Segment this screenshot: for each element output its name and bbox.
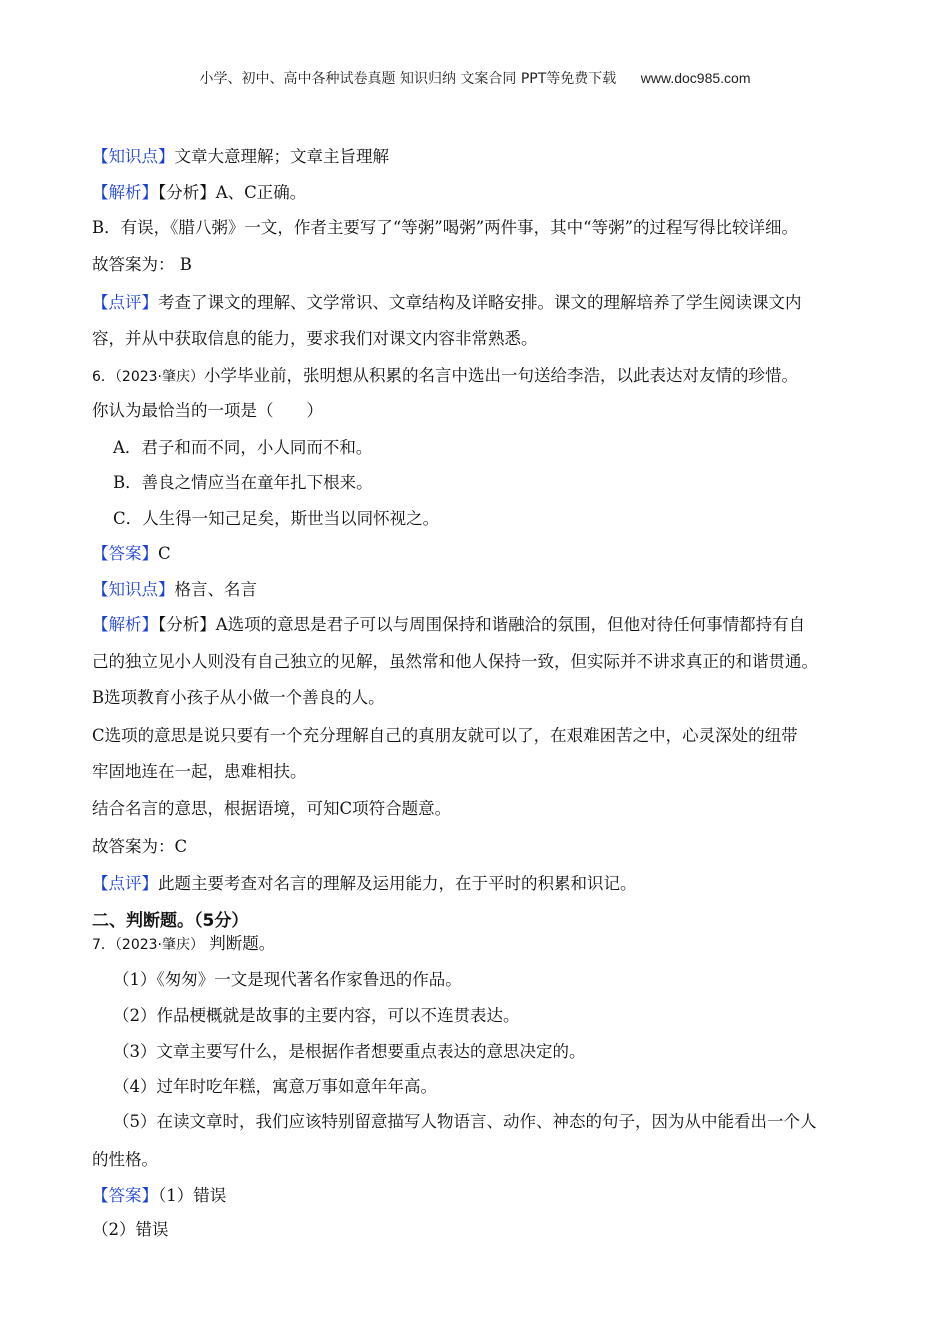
answer-tag: 【答案】 [92, 544, 158, 563]
q6-number: 6． [92, 369, 115, 385]
q6-comment-line [92, 872, 637, 896]
q7-item-5-cont: 的性格。 [92, 1150, 158, 1169]
q7-item-3: （3）文章主要写什么，是根据作者想要重点表达的意思决定的。 [113, 1042, 586, 1061]
header-text: 小学、初中、高中各种试卷真题 知识归纳 文案合同 PPT等免费下载 [199, 71, 617, 87]
comment-tag: 【点评】 [92, 874, 158, 893]
knowledge-text: 文章大意理解；文章主旨理解 [174, 147, 389, 166]
q5-answer-line: 故答案为： B [92, 255, 192, 274]
q7-stem-line [92, 932, 275, 957]
q6-answer-line: 故答案为：C [92, 837, 188, 856]
q7-item-2: （2）作品梗概就是故事的主要内容，可以不连贯表达。 [113, 1006, 520, 1025]
answer-tag: 【答案】 [92, 1186, 158, 1205]
q7-item-4: （4）过年时吃年糕，寓意万事如意年年高。 [113, 1077, 437, 1096]
q6-answer: C [158, 544, 171, 563]
q6-option-a: A．君子和而不同，小人同而不和。 [113, 438, 373, 457]
analysis-text: 【分析】A、C正确。 [158, 183, 307, 202]
q7-answer-line-2: （2）错误 [92, 1220, 169, 1239]
q6-analysis-line-6: 结合名言的意思，根据语境，可知C项符合题意。 [92, 799, 452, 818]
analysis-tag: 【解析】 [92, 183, 158, 202]
comment-tag: 【点评】 [92, 293, 158, 312]
q7-item-1: （1）《匆匆》一文是现代著名作家鲁迅的作品。 [113, 970, 462, 989]
q5-knowledge-line [92, 145, 389, 169]
header-site: www.doc985.com [640, 70, 751, 86]
q5-comment-line-1 [92, 291, 802, 315]
q6-answer-tag-line [92, 542, 171, 566]
page-header [0, 68, 950, 88]
knowledge-tag: 【知识点】 [92, 580, 175, 599]
q6-analysis-line-4: C选项的意思是说只要有一个充分理解自己的真朋友就可以了，在艰难困苦之中，心灵深处的纽带 [92, 726, 798, 745]
analysis-text-1: 【分析】A选项的意思是君子可以与周围保持和谐融洽的氛围，但他对待任何事情都持有自 [158, 615, 806, 634]
q7-item-5: （5）在读文章时，我们应该特别留意描写人物语言、动作、神态的句子，因为从中能看出一个人 [113, 1112, 817, 1131]
q6-stem-line-2: 你认为最恰当的一项是（ ） [92, 401, 323, 420]
q7-answer-1: （1）错误 [158, 1186, 227, 1205]
q6-option-c: C．人生得一知己足矣，斯世当以同怀视之。 [113, 509, 440, 528]
q6-analysis-line-1 [92, 613, 805, 637]
q5-analysis-line [92, 181, 306, 205]
q7-source: （2023·肇庆） [114, 937, 205, 953]
q5-comment-line-2: 容，并从中获取信息的能力，要求我们对课文内容非常熟悉。 [92, 329, 538, 348]
knowledge-tag: 【知识点】 [92, 147, 175, 166]
q6-analysis-line-3: B选项教育小孩子从小做一个善良的人。 [92, 688, 385, 707]
q6-source: （2023·肇庆） [114, 369, 205, 385]
section-heading: 二、判断题。（5分） [92, 911, 249, 931]
knowledge-text: 格言、名言 [174, 580, 257, 599]
q6-stem-line-1 [92, 364, 798, 389]
q6-stem-1: 小学毕业前，张明想从积累的名言中选出一句送给李浩，以此表达对友情的珍惜。 [204, 366, 799, 385]
analysis-tag: 【解析】 [92, 615, 158, 634]
comment-text-1: 考查了课文的理解、文学常识、文章结构及详略安排。课文的理解培养了学生阅读课文内 [158, 293, 802, 312]
q6-analysis-line-5: 牢固地连在一起，患难相扶。 [92, 762, 307, 781]
q7-stem: 判断题。 [204, 934, 276, 953]
comment-text: 此题主要考查对名言的理解及运用能力，在于平时的积累和识记。 [158, 874, 637, 893]
q6-option-b: B．善良之情应当在童年扎下根来。 [113, 473, 373, 492]
q7-number: 7． [92, 937, 115, 953]
q5-analysis-b: B．有误，《腊八粥》一文，作者主要写了“等粥”喝粥”两件事，其中“等粥”的过程写得比较详细。 [92, 218, 799, 237]
q6-analysis-line-2: 己的独立见小人则没有自己独立的见解，虽然常和他人保持一致，但实际并不讲求真正的和谐贯通。 [92, 652, 818, 671]
q7-answer-line-1 [92, 1184, 226, 1208]
q6-knowledge-line [92, 578, 257, 602]
